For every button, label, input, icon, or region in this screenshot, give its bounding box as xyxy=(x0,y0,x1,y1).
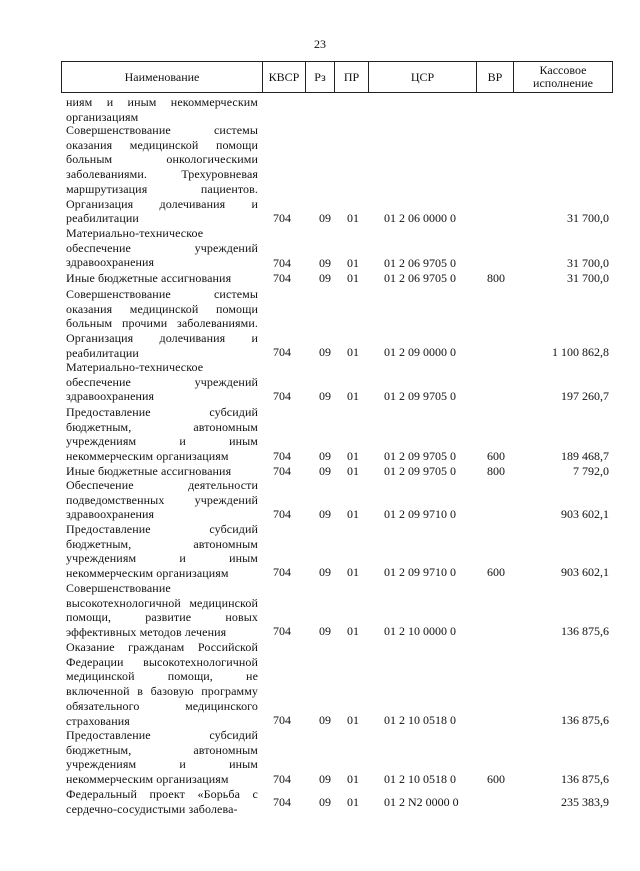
column-header-pr: ПР xyxy=(334,62,368,92)
row-sum: 197 260,7 xyxy=(561,389,609,403)
row-kvsr: 704 xyxy=(273,345,291,359)
row-kvsr: 704 xyxy=(273,772,291,786)
table-row xyxy=(0,478,640,522)
row-csr: 01 2 09 0000 0 xyxy=(384,345,456,359)
row-kvsr: 704 xyxy=(273,624,291,638)
column-header-sum: Кассовое исполнение xyxy=(513,62,612,92)
row-kvsr: 704 xyxy=(273,389,291,403)
table-row xyxy=(0,360,640,405)
row-sum: 31 700,0 xyxy=(567,211,609,225)
row-pr: 01 xyxy=(347,464,359,478)
row-name: Материально-техническое обеспечение учреждений здравоохранения xyxy=(66,360,258,404)
row-rz: 09 xyxy=(319,507,331,521)
row-sum: 7 792,0 xyxy=(573,464,609,478)
row-csr: 01 2 10 0000 0 xyxy=(384,624,456,638)
column-header-rz: Рз xyxy=(305,62,334,92)
column-header-vr: ВР xyxy=(476,62,513,92)
row-rz: 09 xyxy=(319,256,331,270)
table-row xyxy=(0,787,640,819)
table-body xyxy=(0,93,640,853)
row-name: ниям и иным некоммерческим организациям xyxy=(66,95,258,124)
row-pr: 01 xyxy=(347,211,359,225)
row-pr: 01 xyxy=(347,256,359,270)
column-header-name: Наименование xyxy=(124,69,200,84)
row-kvsr: 704 xyxy=(273,211,291,225)
table-row xyxy=(0,640,640,728)
row-rz: 09 xyxy=(319,772,331,786)
row-csr: 01 2 06 9705 0 xyxy=(384,256,456,270)
table-row xyxy=(0,271,640,287)
row-kvsr: 704 xyxy=(273,795,291,809)
row-pr: 01 xyxy=(347,271,359,285)
row-name: Предоставление субсидий бюджетным, автономным учреждениям и иным некоммерческим организациям xyxy=(66,522,258,581)
row-name: Предоставление субсидий бюджетным, автономным учреждениям и иным некоммерческим организациям xyxy=(66,728,258,787)
row-vr: 800 xyxy=(487,271,505,285)
row-kvsr: 704 xyxy=(273,256,291,270)
row-vr: 600 xyxy=(487,772,505,786)
table-header xyxy=(61,61,613,93)
row-sum: 235 383,9 xyxy=(561,795,609,809)
row-name: Оказание гражданам Российской Федерации высокотехнологичной медицинской помощи, не включенной в базовую программу обязательного медицинского страхования xyxy=(66,640,258,728)
row-pr: 01 xyxy=(347,389,359,403)
row-rz: 09 xyxy=(319,624,331,638)
row-csr: 01 2 06 9705 0 xyxy=(384,271,456,285)
row-vr: 600 xyxy=(487,565,505,579)
row-kvsr: 704 xyxy=(273,271,291,285)
row-csr: 01 2 09 9705 0 xyxy=(384,449,456,463)
row-sum: 1 100 862,8 xyxy=(552,345,609,359)
table-row xyxy=(0,728,640,787)
row-name: Иные бюджетные ассигнования xyxy=(66,271,232,285)
row-csr: 01 2 10 0518 0 xyxy=(384,772,456,786)
row-name: Предоставление субсидий бюджетным, автономным учреждениям и иным некоммерческим организациям xyxy=(66,405,258,464)
row-name: Федеральный проект «Борьба с сердечно-сосудистыми заболева- xyxy=(66,787,258,816)
row-csr: 01 2 06 0000 0 xyxy=(384,211,456,225)
table-row xyxy=(0,287,640,360)
row-csr: 01 2 09 9705 0 xyxy=(384,389,456,403)
row-rz: 09 xyxy=(319,795,331,809)
row-pr: 01 xyxy=(347,507,359,521)
table-row xyxy=(0,123,640,226)
column-header-kvsr: КВСР xyxy=(262,62,305,92)
row-name: Совершенствование системы оказания медицинской помощи больным прочими заболеваниями. Организация долечивания и реабилитации xyxy=(66,287,258,360)
row-name: Совершенствование высокотехнологичной медицинской помощи, развитие новых эффективных методов лечения xyxy=(66,581,258,640)
row-sum: 136 875,6 xyxy=(561,713,609,727)
row-rz: 09 xyxy=(319,389,331,403)
row-pr: 01 xyxy=(347,345,359,359)
row-rz: 09 xyxy=(319,449,331,463)
row-sum: 903 602,1 xyxy=(561,565,609,579)
row-sum: 31 700,0 xyxy=(567,271,609,285)
table-row xyxy=(0,522,640,581)
column-header-csr: ЦСР xyxy=(368,62,476,92)
row-vr: 600 xyxy=(487,449,505,463)
row-name: Материально-техническое обеспечение учреждений здравоохранения xyxy=(66,226,258,270)
table-row xyxy=(0,581,640,640)
row-kvsr: 704 xyxy=(273,449,291,463)
row-name: Иные бюджетные ассигнования xyxy=(66,464,232,478)
row-kvsr: 704 xyxy=(273,507,291,521)
table-row xyxy=(0,464,640,478)
row-name: Обеспечение деятельности подведомственных учреждений здравоохранения xyxy=(66,478,258,522)
row-vr: 800 xyxy=(487,464,505,478)
row-name: Совершенствование системы оказания медицинской помощи больным онкологическими заболеваниями. Трехуровневая маршрутизация пациентов. Организация долечивания и реабилитации xyxy=(66,123,258,226)
row-csr: 01 2 N2 0000 0 xyxy=(384,795,459,809)
table-row xyxy=(0,226,640,271)
row-sum: 136 875,6 xyxy=(561,772,609,786)
row-rz: 09 xyxy=(319,271,331,285)
row-pr: 01 xyxy=(347,713,359,727)
row-kvsr: 704 xyxy=(273,565,291,579)
row-rz: 09 xyxy=(319,713,331,727)
row-rz: 09 xyxy=(319,211,331,225)
row-csr: 01 2 10 0518 0 xyxy=(384,713,456,727)
table-row xyxy=(0,93,640,123)
row-pr: 01 xyxy=(347,624,359,638)
row-kvsr: 704 xyxy=(273,713,291,727)
row-sum: 31 700,0 xyxy=(567,256,609,270)
row-csr: 01 2 09 9710 0 xyxy=(384,507,456,521)
page-number: 23 xyxy=(314,37,326,51)
row-csr: 01 2 09 9705 0 xyxy=(384,464,456,478)
table-row xyxy=(0,405,640,464)
row-sum: 903 602,1 xyxy=(561,507,609,521)
row-pr: 01 xyxy=(347,795,359,809)
row-pr: 01 xyxy=(347,772,359,786)
row-csr: 01 2 09 9710 0 xyxy=(384,565,456,579)
row-pr: 01 xyxy=(347,449,359,463)
row-sum: 136 875,6 xyxy=(561,624,609,638)
row-rz: 09 xyxy=(319,565,331,579)
row-rz: 09 xyxy=(319,464,331,478)
row-pr: 01 xyxy=(347,565,359,579)
row-sum: 189 468,7 xyxy=(561,449,609,463)
row-kvsr: 704 xyxy=(273,464,291,478)
row-rz: 09 xyxy=(319,345,331,359)
